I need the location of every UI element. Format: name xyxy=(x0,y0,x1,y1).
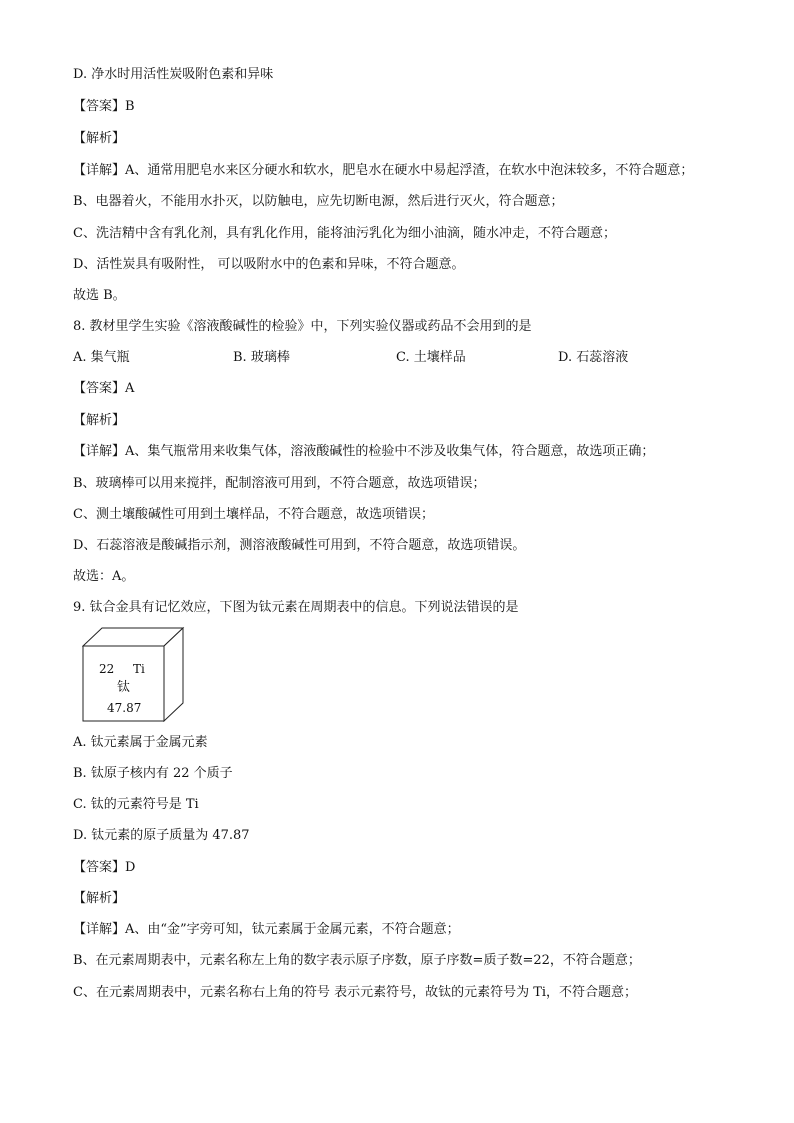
q9-option-d: D. 钛元素的原子质量为 47.87 xyxy=(73,828,250,843)
q8-detail-d: D、石蕊溶液是酸碱指示剂，测溶液酸碱性可用到，不符合题意，故选项错误。 xyxy=(73,538,526,553)
q8-option-a: A. 集气瓶 xyxy=(73,350,130,365)
q9-stem: 9. 钛合金具有记忆效应，下图为钛元素在周期表中的信息。下列说法错误的是 xyxy=(73,600,519,615)
q9-option-c: C. 钛的元素符号是 Ti xyxy=(73,797,199,812)
element-symbol: Ti xyxy=(133,662,145,676)
q7-analysis-heading: 【解析】 xyxy=(73,131,126,146)
element-atomic-number: 22 xyxy=(99,662,115,676)
q8-answer: 【答案】A xyxy=(73,381,135,396)
q9-option-a: A. 钛元素属于金属元素 xyxy=(73,735,208,750)
q7-detail-b: B、电器着火，不能用水扑灭，以防触电，应先切断电源，然后进行灭火，符合题意； xyxy=(73,194,564,209)
q8-analysis-heading: 【解析】 xyxy=(73,413,126,428)
q8-option-b: B. 玻璃棒 xyxy=(233,350,290,365)
element-atomic-mass: 47.87 xyxy=(107,701,142,715)
q7-detail-d: D、活性炭具有吸附性， 可以吸附水中的色素和异味，不符合题意。 xyxy=(73,257,465,272)
element-card xyxy=(82,626,186,722)
q8-option-c: C. 土壤样品 xyxy=(396,350,466,365)
element-name: 钛 xyxy=(117,680,131,695)
q9-detail-c: C、在元素周期表中，元素名称右上角的符号 表示元素符号，故钛的元素符号为 Ti，不符合题意； xyxy=(73,985,638,1000)
q9-answer: 【答案】D xyxy=(73,860,136,875)
q7-conclusion: 故选 B。 xyxy=(73,288,126,303)
q9-detail-a: 【详解】A、由“金”字旁可知，钛元素属于金属元素，不符合题意； xyxy=(73,922,460,937)
q8-detail-c: C、测土壤酸碱性可用到土壤样品，不符合题意，故选项错误； xyxy=(73,507,434,522)
q8-conclusion: 故选：A。 xyxy=(73,569,135,584)
q8-detail-a: 【详解】A、集气瓶常用来收集气体，溶液酸碱性的检验中不涉及收集气体，符合题意，故选项正确； xyxy=(73,444,655,459)
q7-detail-a: 【详解】A、通常用肥皂水来区分硬水和软水，肥皂水在硬水中易起浮渣，在软水中泡沫较多，不符合题意； xyxy=(73,163,694,178)
q8-option-d: D. 石蕊溶液 xyxy=(558,350,629,365)
q7-detail-c: C、洗洁精中含有乳化剂，具有乳化作用，能将油污乳化为细小油滴，随水冲走，不符合题意； xyxy=(73,226,616,241)
q7-option-d: D. 净水时用活性炭吸附色素和异味 xyxy=(73,67,274,82)
q9-option-b: B. 钛原子核内有 22 个质子 xyxy=(73,766,233,781)
q9-detail-b: B、在元素周期表中，元素名称左上角的数字表示原子序数，原子序数=质子数=22，不符合题意； xyxy=(73,953,641,968)
q9-analysis-heading: 【解析】 xyxy=(73,891,126,906)
q8-stem: 8. 教材里学生实验《溶液酸碱性的检验》中，下列实验仪器或药品不会用到的是 xyxy=(73,319,532,334)
q7-answer: 【答案】B xyxy=(73,99,135,114)
q8-detail-b: B、玻璃棒可以用来搅拌，配制溶液可用到，不符合题意，故选项错误； xyxy=(73,476,486,491)
